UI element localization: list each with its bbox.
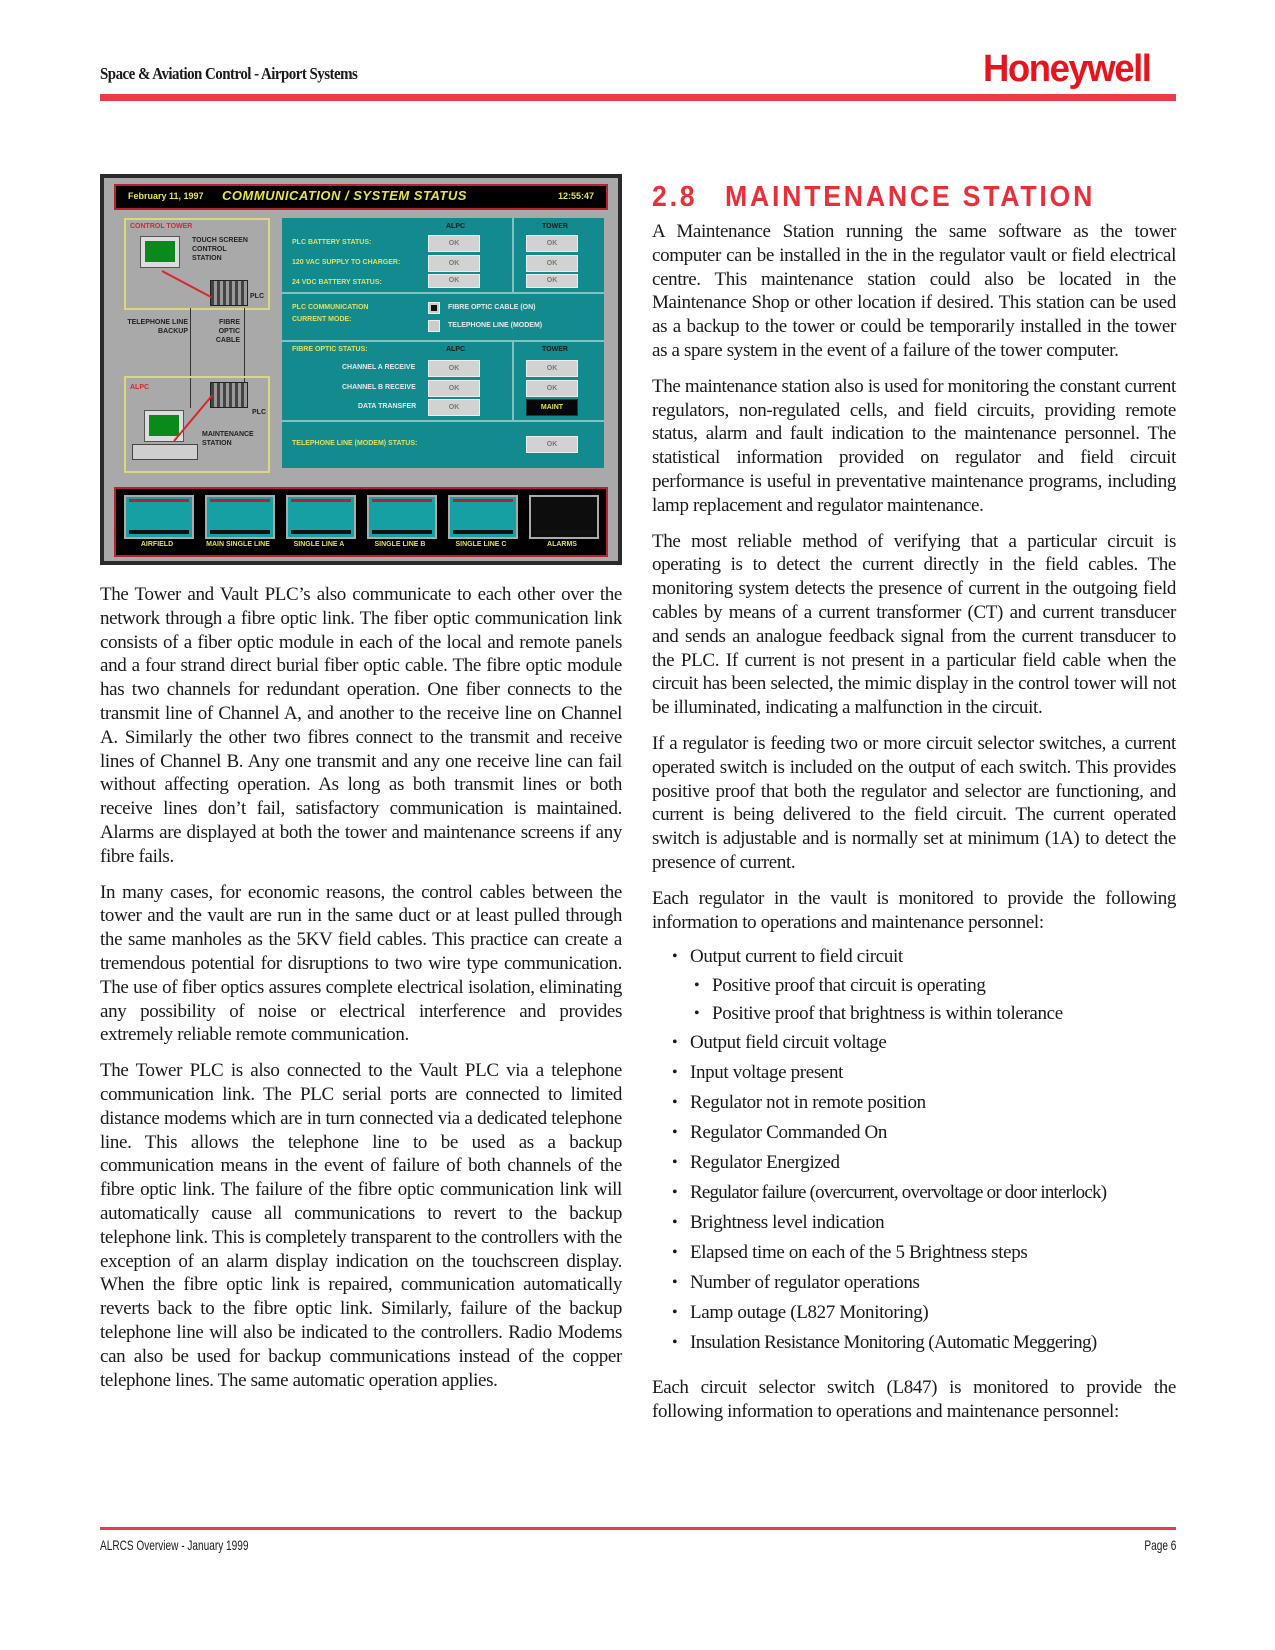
thumbnail-main-single-line[interactable] — [205, 495, 275, 539]
comm-mode-label: PLC COMMUNICATION — [292, 304, 369, 311]
touch-screen-label: TOUCH SCREEN CONTROL STATION — [192, 237, 248, 262]
list-item: • Insulation Resistance Monitoring (Automatic Meggering) — [652, 1328, 1176, 1358]
thumbnail-label: SINGLE LINE C — [455, 541, 507, 548]
maint-alarm-indicator: MAINT — [526, 399, 578, 416]
status-row-label: 120 VAC SUPPLY TO CHARGER: — [292, 259, 401, 266]
paragraph: The maintenance station also is used for monitoring the constant current regulators, non-regulated cells, and field circuits, providing remote status, alarm and fault indication to the maintenance personnel. The statistical information provided on regulator and field circuit performance is useful in preventative maintenance programs, including lamp replacement and regulator maintenance. — [652, 375, 1176, 516]
list-item: • Output current to field circuit — [652, 942, 1176, 972]
plc-rack-icon — [210, 382, 248, 408]
control-tower-label: CONTROL TOWER — [130, 223, 193, 230]
plc-rack-icon — [210, 280, 248, 306]
list-item: • Elapsed time on each of the 5 Brightness steps — [652, 1238, 1176, 1268]
section-number: 2.8 — [652, 181, 698, 213]
list-item: • Regulator Energized — [652, 1148, 1176, 1178]
status-indicator: OK — [526, 235, 578, 252]
status-indicator: OK — [428, 235, 480, 252]
comm-mode-label: CURRENT MODE: — [292, 316, 352, 323]
paragraph: Each circuit selector switch (L847) is monitored to provide the following information to operations and maintenance personnel: — [652, 1377, 1176, 1423]
tower-link-line — [162, 270, 212, 298]
status-indicator: OK — [526, 255, 578, 272]
telephone-mode-checkbox[interactable] — [428, 320, 440, 332]
fibre-row-label: CHANNEL B RECEIVE — [342, 384, 416, 391]
fibre-row-label: CHANNEL A RECEIVE — [342, 364, 416, 371]
status-indicator: OK — [428, 399, 480, 416]
status-indicator: OK — [526, 274, 578, 288]
thumbnail-single-line-b[interactable] — [367, 495, 437, 539]
list-item: • Regulator failure (overcurrent, overvoltage or door interlock) — [652, 1178, 1176, 1208]
list-subitem: • Positive proof that brightness is within tolerance — [652, 1000, 1176, 1028]
status-indicator: OK — [526, 360, 578, 377]
control-tower-group — [124, 218, 270, 310]
screen-date: February 11, 1997 — [128, 191, 204, 201]
fibre-cable-label: FIBRE OPTIC CABLE — [215, 319, 240, 344]
column-header-tower: TOWER — [542, 346, 568, 353]
regulator-monitoring-list — [652, 942, 1176, 1358]
telephone-status-label: TELEPHONE LINE (MODEM) STATUS: — [292, 440, 418, 447]
fibre-mode-checkbox[interactable] — [428, 302, 440, 314]
keyboard-icon — [132, 444, 198, 460]
thumbnail-alarms[interactable] — [529, 495, 599, 539]
status-row-label: PLC BATTERY STATUS: — [292, 239, 372, 246]
plc-label: PLC — [250, 293, 264, 300]
document-header-title: Space & Aviation Control - Airport Systems — [100, 64, 358, 83]
telephone-mode-label: TELEPHONE LINE (MODEM) — [448, 322, 543, 329]
footer-rule — [100, 1527, 1176, 1530]
thumbnail-single-line-a[interactable] — [286, 495, 356, 539]
paragraph: The Tower and Vault PLC’s also communicate to each other over the network through a fibre optic link. The fiber optic communication link consists of a fiber optic module in each of the local and remote panels and a four strand direct burial fiber optic cable. The fibre optic module has two channels for redundant operation. One fiber connects to the transmit line of Channel A, and another to the receive line on Channel A. Similarly the other two fibres connect to the transmit and receive lines of Channel B. Any one transmit and any one receive line can fail without affecting operation. As long as both transmit lines or both receive lines don’t fail, satisfactory communication is maintained. Alarms are displayed at both the tower and maintenance screens if any fibre fails. — [100, 584, 622, 867]
column-header-tower: TOWER — [542, 223, 568, 230]
status-indicator: OK — [526, 380, 578, 397]
list-subitem: • Positive proof that circuit is operating — [652, 972, 1176, 1000]
monitor-icon — [140, 236, 180, 268]
paragraph: A Maintenance Station running the same software as the tower computer can be installed in the in the regulator vault or field electrical centre. This maintenance station could also be located in the Maintenance Shop or other location if desired. This station can be used as a backup to the tower or could be temporarily installed in the tower as a spare system in the event of a failure of the tower computer. — [652, 221, 1176, 361]
telephone-backup-label: TELEPHONE LINE BACKUP — [127, 319, 188, 335]
paragraph: Each regulator in the vault is monitored to provide the following information to operations and maintenance personnel: — [652, 887, 1176, 933]
plc-label: PLC — [252, 409, 266, 416]
column-header-alpc: ALPC — [446, 223, 466, 230]
alpc-label: ALPC — [130, 384, 150, 391]
thumbnail-airfield[interactable] — [124, 495, 194, 539]
list-item: • Brightness level indication — [652, 1208, 1176, 1238]
alpc-group — [124, 376, 270, 473]
system-status-screenshot — [100, 174, 622, 565]
status-row-label: 24 VDC BATTERY STATUS: — [292, 279, 382, 286]
fibre-status-label: FIBRE OPTIC STATUS: — [292, 346, 368, 353]
column-header-alpc: ALPC — [446, 346, 466, 353]
footer-document-title: ALRCS Overview - January 1999 — [100, 1537, 249, 1553]
maintenance-station-label: MAINTENANCE STATION — [202, 431, 254, 447]
section-title: MAINTENANCE STATION — [724, 181, 1096, 213]
page-number: Page 6 — [1144, 1537, 1176, 1553]
screen-title: COMMUNICATION / SYSTEM STATUS — [222, 188, 467, 203]
header-rule — [100, 94, 1176, 101]
status-panel — [282, 218, 604, 468]
list-item: • Output field circuit voltage — [652, 1028, 1176, 1058]
thumbnail-label: ALARMS — [547, 541, 577, 548]
list-item: • Number of regulator operations — [652, 1268, 1176, 1298]
status-indicator: OK — [428, 274, 480, 288]
list-item: • Lamp outage (L827 Monitoring) — [652, 1298, 1176, 1328]
screen-time: 12:55:47 — [557, 191, 594, 201]
thumbnail-label: SINGLE LINE B — [374, 541, 426, 548]
status-indicator: OK — [428, 380, 480, 397]
screen-title-bar — [114, 184, 608, 210]
fibre-row-label: DATA TRANSFER — [358, 403, 417, 410]
thumbnail-label: MAIN SINGLE LINE — [206, 541, 270, 548]
list-item: • Input voltage present — [652, 1058, 1176, 1088]
status-indicator: OK — [428, 255, 480, 272]
fibre-mode-label: FIBRE OPTIC CABLE (ON) — [448, 304, 536, 311]
paragraph: If a regulator is feeding two or more circuit selector switches, a current operated switch is included on the output of each switch. This provides positive proof that both the regulator and selector are functioning, and current is being delivered to the field circuit. The current operated switch is adjustable and is normally set at minimum (1A) to detect the presence of current. — [652, 732, 1176, 873]
screen-navigation-strip — [114, 487, 608, 557]
left-column — [100, 583, 622, 1404]
list-item: • Regulator not in remote position — [652, 1088, 1176, 1118]
thumbnail-label: SINGLE LINE A — [293, 541, 345, 548]
list-item: • Regulator Commanded On — [652, 1118, 1176, 1148]
right-column — [652, 180, 1176, 1436]
paragraph: The most reliable method of verifying that a particular circuit is operating is to detect the current directly in the field cables. The monitoring system detects the presence of current in the outgoing field cables by means of a current transformer (CT) and current transducer and sends an analogue feedback signal from the current transducer to the PLC. If current is not present in a particular field cable when the circuit has been selected, the mimic display in the control tower will not be illuminated, indicating a malfunction in the circuit. — [652, 530, 1176, 719]
section-heading — [652, 180, 1134, 214]
honeywell-logo: Honeywell — [983, 48, 1151, 90]
paragraph: The Tower PLC is also connected to the Vault PLC via a telephone communication link. The PLC serial ports are connected to limited distance modems which are in turn connected via a dedicated telephone line. This allows the telephone line to be used as a backup communication means in the event of failure of both channels of the fibre optic link. The failure of the fibre optic communication link will automatically cause all communications to revert to the backup telephone link. This is completely transparent to the controllers with the exception of an alarm display indication on the touchscreen display. When the fibre optic link is repaired, communication automatically reverts back to the fibre optic link. Similarly, failure of the backup telephone line will also be indicated to the controllers. Radio Modems can also be used for backup communications instead of the copper telephone lines. The same automatic operation applies. — [100, 1060, 622, 1391]
thumbnail-label: AIRFIELD — [140, 541, 174, 548]
thumbnail-single-line-c[interactable] — [448, 495, 518, 539]
telephone-status-indicator: OK — [526, 436, 578, 453]
paragraph: In many cases, for economic reasons, the control cables between the tower and the vault are run in the same duct or at least pulled through the same manholes as the 5KV field cables. This practice can create a tremendous potential for disruptions to two wire type communication. The use of fiber optics assures complete electrical isolation, eliminating any possibility of noise or electrical interference and provides extremely reliable remote communication. — [100, 881, 622, 1046]
status-indicator: OK — [428, 360, 480, 377]
